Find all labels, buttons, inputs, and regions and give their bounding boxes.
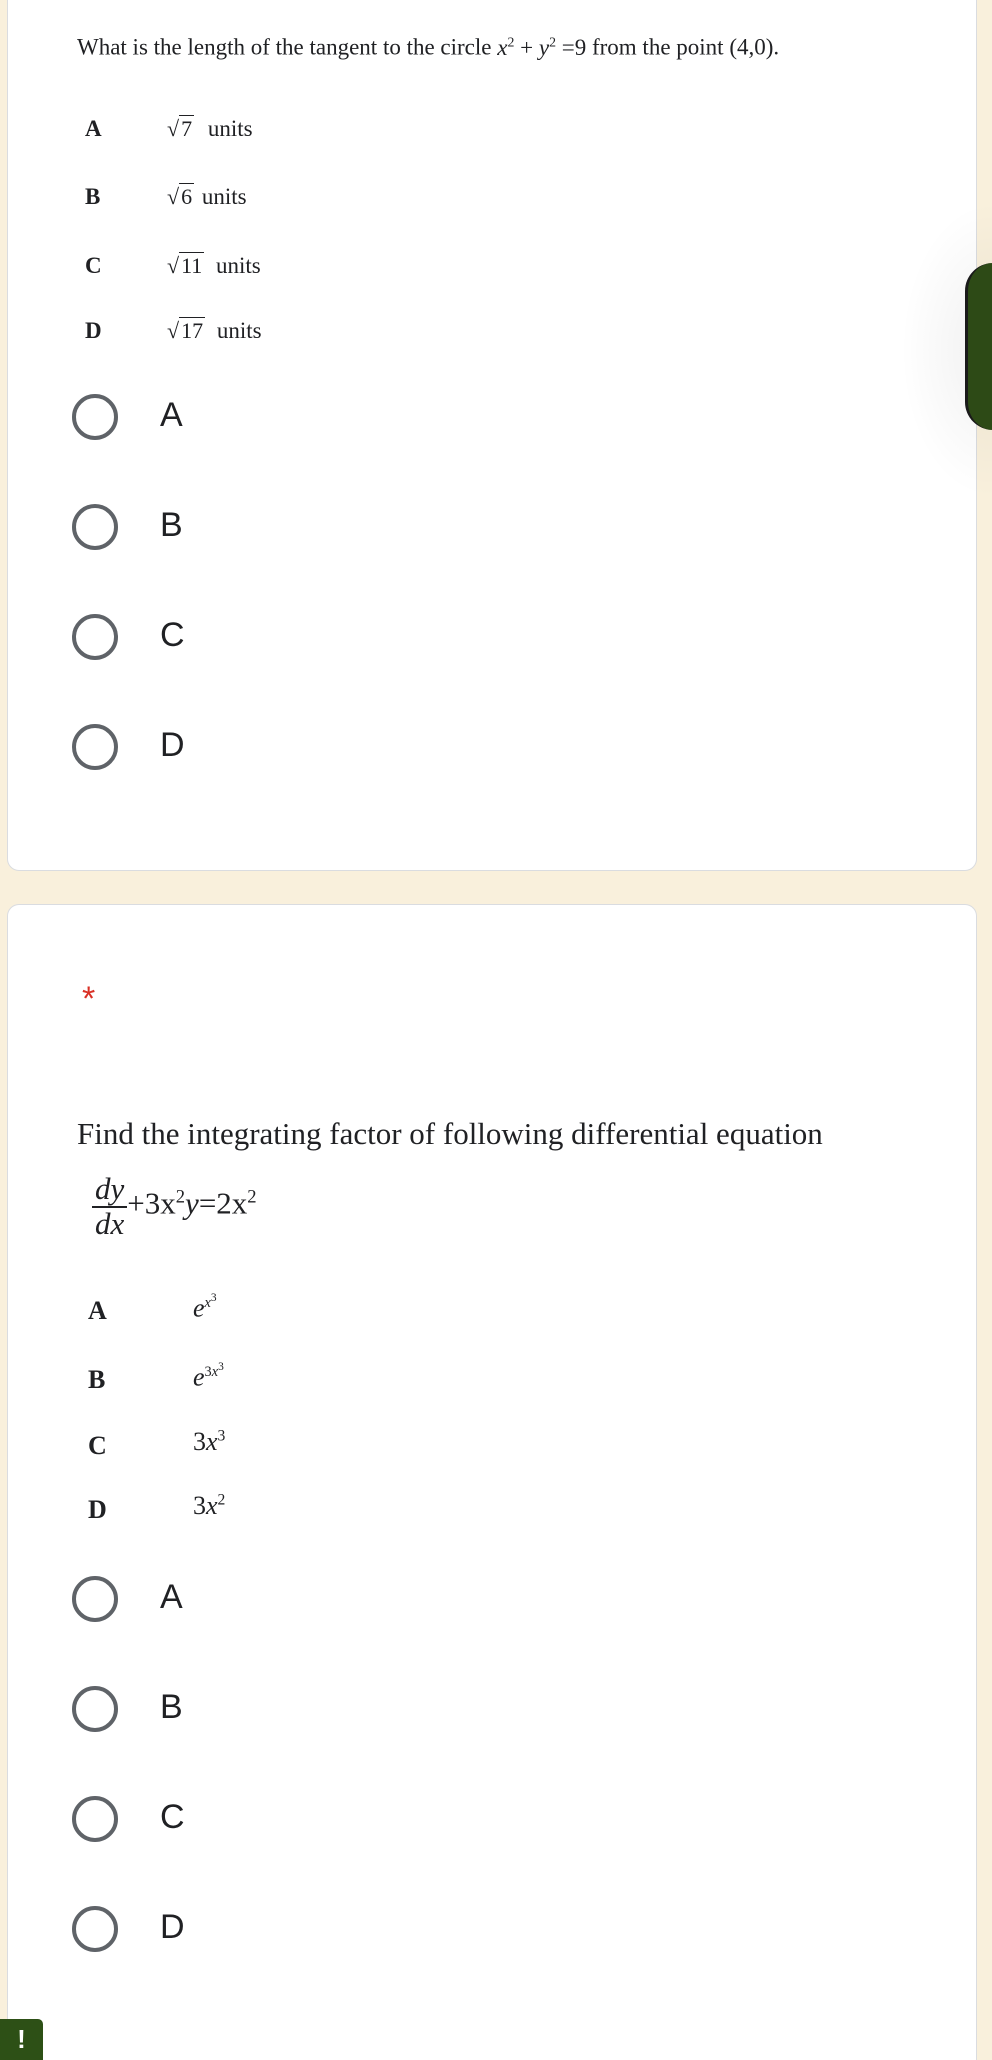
radicand: 11: [181, 253, 203, 278]
eq-exp: 2: [175, 1186, 186, 1208]
radio-label[interactable]: B: [160, 1688, 183, 1726]
option-value: [167, 116, 253, 142]
radio-circle-icon[interactable]: [72, 394, 118, 440]
option-letter: D: [88, 1495, 107, 1524]
radicand: 17: [181, 318, 204, 343]
term-coef: 3: [193, 1491, 206, 1520]
option-value: [193, 1427, 225, 1457]
option-letter: A: [88, 1296, 107, 1325]
radicand: 6: [181, 184, 193, 209]
radio-label[interactable]: D: [160, 1908, 185, 1946]
sqrt-expression: √11: [167, 253, 203, 278]
eq-y-exp: 2: [549, 34, 556, 49]
exp-var: x: [211, 1363, 219, 1380]
radio-label[interactable]: B: [160, 506, 183, 544]
fraction-denominator: dx: [95, 1205, 125, 1241]
question-2-text: Find the integrating factor of following differential equation: [77, 1116, 823, 1151]
radicand: 7: [181, 116, 193, 141]
eq-y: y: [185, 1185, 199, 1221]
question-card-2: [7, 904, 977, 2060]
side-floating-tab[interactable]: [965, 263, 992, 430]
option-unit: units: [207, 116, 253, 141]
option-value: [167, 253, 261, 279]
radio-label[interactable]: A: [160, 396, 183, 434]
option-letter: A: [85, 116, 102, 141]
required-marker: *: [82, 980, 96, 1018]
option-value: [193, 1292, 217, 1323]
eq-rhs: 2x: [216, 1185, 248, 1221]
question-1-text: [77, 34, 779, 61]
term-var: x: [206, 1491, 218, 1520]
option-letter: D: [85, 318, 102, 343]
option-unit: units: [216, 253, 261, 278]
radio-circle-icon[interactable]: [72, 504, 118, 550]
alert-badge-icon[interactable]: !: [0, 2019, 43, 2060]
question-1-text-before: What is the length of the tangent to the circle: [77, 34, 492, 60]
question-1-text-after: from the point: [591, 34, 724, 60]
radio-circle-icon[interactable]: [72, 1796, 118, 1842]
option-value: [193, 1361, 224, 1392]
sqrt-expression: √7: [167, 116, 193, 141]
dy-dx-fraction: [92, 1173, 127, 1240]
option-unit: units: [216, 318, 262, 343]
sqrt-expression: √6: [167, 184, 193, 209]
option-value: [167, 318, 262, 344]
radio-label[interactable]: C: [160, 1798, 185, 1836]
eq-term: +3x: [127, 1185, 176, 1221]
exp-base: e: [193, 1293, 205, 1323]
radio-circle-icon[interactable]: [72, 1686, 118, 1732]
exp-base: e: [193, 1362, 205, 1392]
eq-exp: 2: [247, 1186, 257, 1208]
radio-label[interactable]: A: [160, 1578, 183, 1616]
radio-circle-icon[interactable]: [72, 614, 118, 660]
radio-circle-icon[interactable]: [72, 1576, 118, 1622]
radio-circle-icon[interactable]: [72, 1906, 118, 1952]
option-value: [193, 1491, 225, 1521]
question-1-point: (4,0).: [729, 34, 780, 60]
option-unit: units: [201, 184, 247, 209]
eq-equals: =: [198, 1185, 217, 1221]
eq-x-exp: 2: [507, 34, 515, 49]
eq-equals: =9: [561, 34, 587, 60]
fraction-numerator: dy: [92, 1173, 127, 1208]
eq-plus: +: [520, 34, 534, 60]
option-letter: B: [88, 1365, 106, 1394]
exp-coef: 3: [204, 1363, 212, 1380]
circle-equation: [497, 35, 592, 60]
option-letter: C: [85, 253, 102, 278]
term-pow: 3: [217, 1427, 226, 1445]
radio-circle-icon[interactable]: [72, 724, 118, 770]
question-card-1: [7, 0, 977, 871]
eq-y: y: [538, 34, 550, 60]
exp-var: x: [204, 1294, 211, 1311]
exp-pow: 3: [210, 1292, 217, 1304]
exp-pow: 3: [218, 1361, 224, 1373]
radio-label[interactable]: C: [160, 616, 185, 654]
eq-x: x: [497, 34, 508, 60]
term-coef: 3: [193, 1427, 206, 1456]
differential-equation: [92, 1173, 257, 1240]
term-var: x: [206, 1427, 218, 1456]
term-pow: 2: [217, 1491, 226, 1509]
radio-label[interactable]: D: [160, 726, 185, 764]
sqrt-expression: √17: [167, 318, 204, 343]
option-value: [167, 184, 247, 210]
option-letter: C: [88, 1431, 107, 1460]
option-letter: B: [85, 184, 101, 209]
